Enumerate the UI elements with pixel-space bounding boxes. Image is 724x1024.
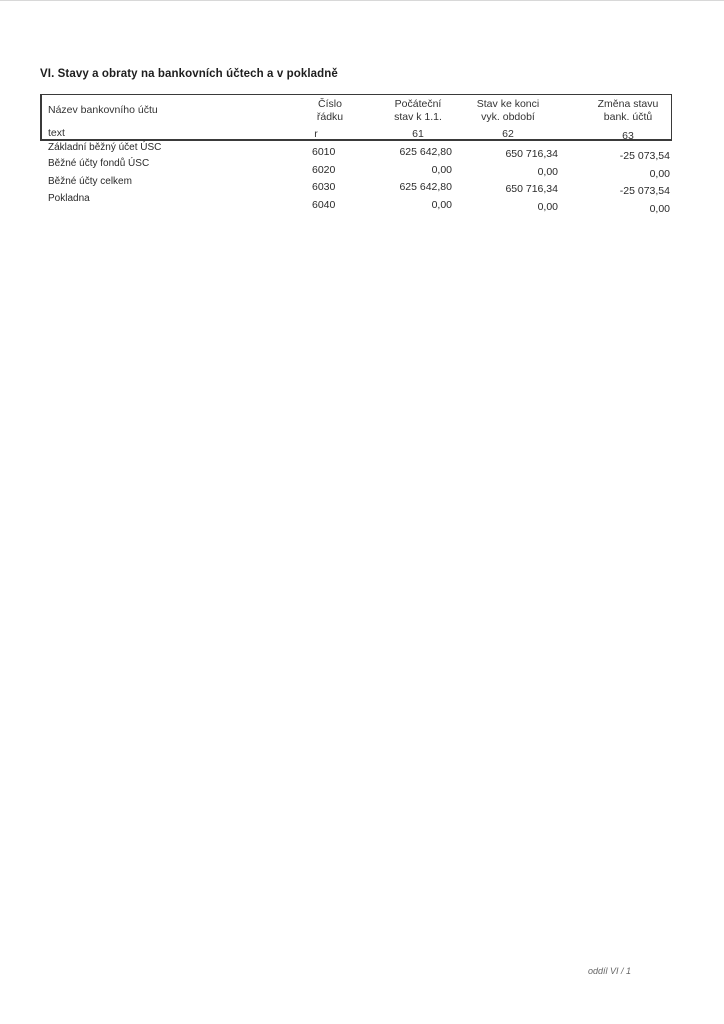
- header-col-name: Název bankovního účtu: [48, 104, 158, 116]
- row-start: 0,00: [431, 199, 452, 211]
- header-col-name-code: text: [48, 127, 65, 139]
- row-end: 0,00: [537, 166, 558, 178]
- row-line: 6040: [312, 199, 336, 211]
- header-col-end-2: vyk. období: [481, 111, 535, 123]
- page-footer: oddíl VI / 1: [588, 966, 632, 976]
- row-start: 0,00: [431, 164, 452, 176]
- row-line: 6020: [312, 164, 336, 176]
- row-name: Základní běžný účet ÚSC: [48, 142, 162, 153]
- section-title: VI. Stavy a obraty na bankovních účtech a v pokladně: [40, 68, 338, 80]
- row-start: 625 642,80: [399, 146, 452, 158]
- row-name: Pokladna: [48, 193, 90, 204]
- row-end: 650 716,34: [505, 148, 558, 160]
- header-col-change-code: 63: [622, 130, 634, 142]
- header-col-change-1: Změna stavu: [597, 98, 659, 110]
- header-col-line-code: r: [314, 128, 318, 140]
- row-change: -25 073,54: [619, 150, 670, 162]
- header-col-start-code: 61: [412, 128, 424, 140]
- row-line: 6030: [312, 181, 336, 193]
- page-edge: [0, 0, 724, 1]
- header-col-change-2: bank. účtů: [603, 111, 653, 123]
- header-col-end-1: Stav ke konci: [476, 98, 540, 110]
- header-col-line-2: řádku: [316, 111, 344, 123]
- row-change: 0,00: [649, 168, 670, 180]
- row-end: 650 716,34: [505, 183, 558, 195]
- row-name: Běžné účty celkem: [48, 176, 132, 187]
- row-end: 0,00: [537, 201, 558, 213]
- header-col-end-code: 62: [502, 128, 514, 140]
- row-start: 625 642,80: [399, 181, 452, 193]
- row-change: 0,00: [649, 203, 670, 215]
- row-name: Běžné účty fondů ÚSC: [48, 158, 150, 169]
- header-col-line-1: Číslo: [318, 98, 342, 110]
- header-col-start-1: Počáteční: [394, 98, 442, 110]
- header-col-start-2: stav k 1.1.: [394, 111, 442, 123]
- row-change: -25 073,54: [619, 185, 670, 197]
- row-line: 6010: [312, 146, 336, 158]
